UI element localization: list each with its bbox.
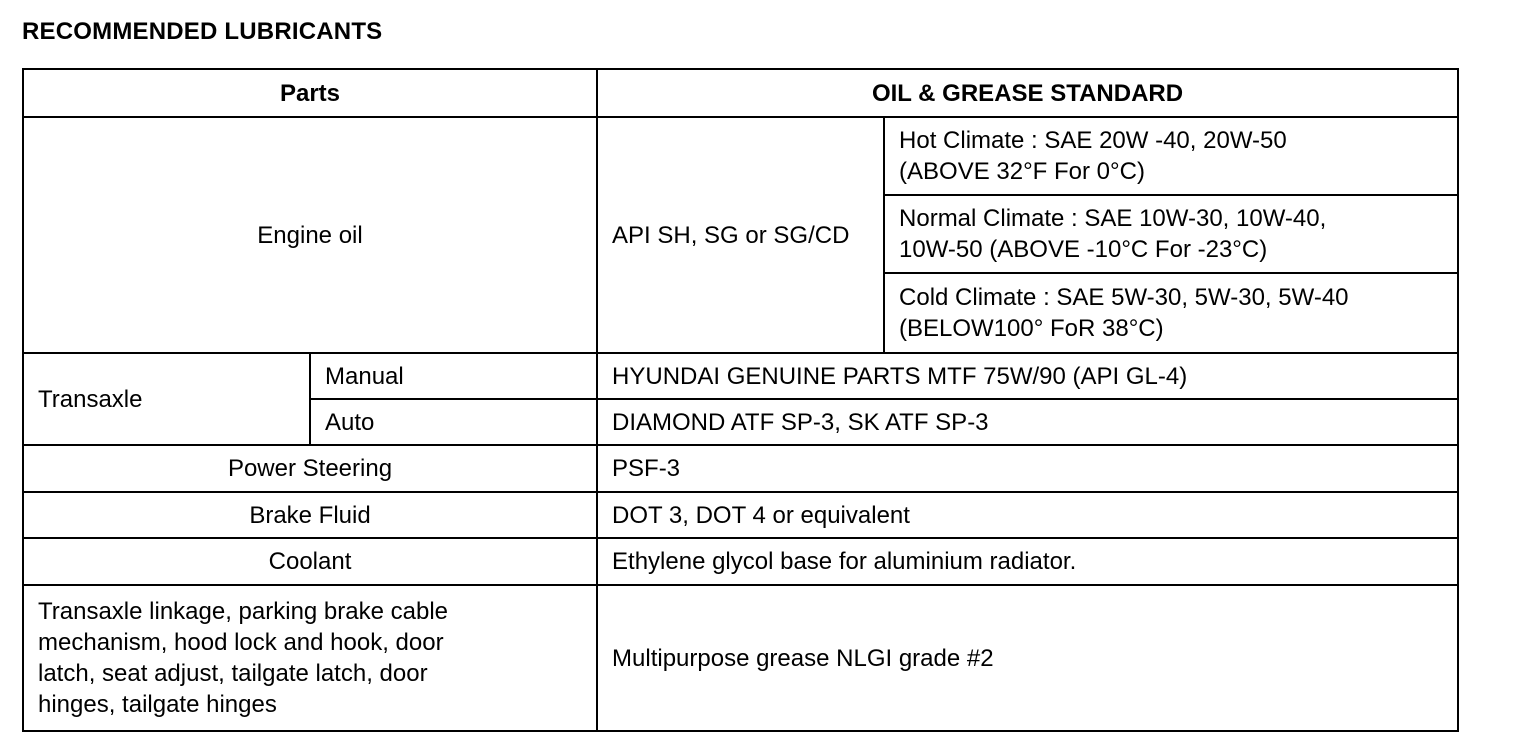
climate-cold-line2: (BELOW100° FoR 38°C) <box>899 315 1164 342</box>
transaxle-manual-label: Manual <box>310 353 597 399</box>
brake-fluid-label: Brake Fluid <box>23 492 597 538</box>
grease-parts-line: mechanism, hood lock and hook, door <box>38 629 444 656</box>
climate-hot-line2: (ABOVE 32°F For 0°C) <box>899 158 1145 185</box>
transaxle-auto-value: DIAMOND ATF SP-3, SK ATF SP-3 <box>597 399 1458 445</box>
climate-hot <box>884 117 1458 195</box>
header-row <box>23 69 1458 117</box>
coolant-value: Ethylene glycol base for aluminium radiator. <box>597 538 1458 585</box>
coolant-label: Coolant <box>23 538 597 585</box>
climate-cold <box>884 273 1458 353</box>
climate-normal-line1: Normal Climate : SAE 10W-30, 10W-40, <box>899 205 1327 232</box>
climate-hot-line1: Hot Climate : SAE 20W -40, 20W-50 <box>899 127 1287 154</box>
engine-oil-spec: API SH, SG or SG/CD <box>597 117 884 353</box>
document-title: RECOMMENDED LUBRICANTS <box>22 18 383 45</box>
grease-parts-line: Transaxle linkage, parking brake cable <box>38 598 449 625</box>
transaxle-label: Transaxle <box>23 353 310 445</box>
grease-parts-line: hinges, tailgate hinges <box>38 691 277 718</box>
brake-fluid-value: DOT 3, DOT 4 or equivalent <box>597 492 1458 538</box>
engine-oil-label: Engine oil <box>23 117 597 353</box>
grease-row <box>23 585 1458 731</box>
climate-normal <box>884 195 1458 273</box>
climate-cold-line1: Cold Climate : SAE 5W-30, 5W-30, 5W-40 <box>899 284 1349 311</box>
parts-header: Parts <box>23 69 597 117</box>
power-steering-value: PSF-3 <box>597 445 1458 492</box>
table-row <box>23 538 1458 585</box>
lubricants-table <box>22 68 1459 732</box>
climate-normal-line2: 10W-50 (ABOVE -10°C For -23°C) <box>899 236 1268 263</box>
grease-value: Multipurpose grease NLGI grade #2 <box>597 585 1458 731</box>
standard-header: OIL & GREASE STANDARD <box>597 69 1458 117</box>
engine-oil-row <box>23 117 1458 195</box>
grease-parts-line: latch, seat adjust, tailgate latch, door <box>38 660 428 687</box>
transaxle-auto-label: Auto <box>310 399 597 445</box>
power-steering-label: Power Steering <box>23 445 597 492</box>
grease-parts <box>23 585 597 731</box>
transaxle-row <box>23 353 1458 399</box>
table-row <box>23 445 1458 492</box>
transaxle-manual-value: HYUNDAI GENUINE PARTS MTF 75W/90 (API GL-4) <box>597 353 1458 399</box>
table-row <box>23 492 1458 538</box>
